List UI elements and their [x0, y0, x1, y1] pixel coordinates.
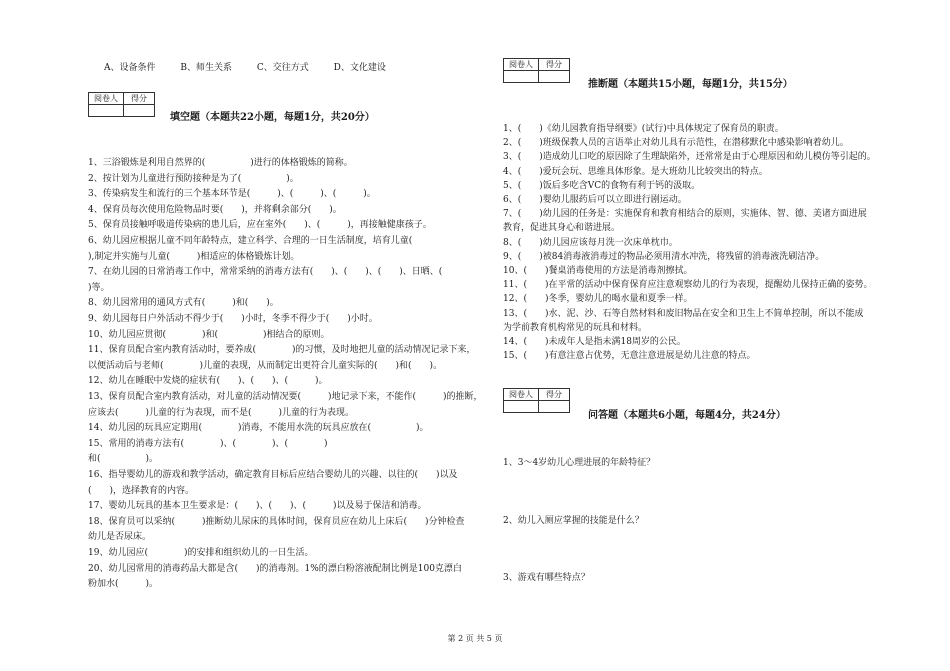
fill-question-line: 3、传染病发生和流行的三个基本环节是( )、( )、( )。 [88, 189, 376, 200]
score-cell-grader[interactable] [504, 401, 539, 413]
judge-question-line: 8、( )幼儿园应该每月洗一次床单枕巾。 [503, 237, 678, 248]
fill-question-line: 19、幼儿园应( )的安排和组织幼儿的一日生活。 [88, 548, 314, 558]
judge-question-line: 15、( )有意注意占优势，无意注意进展是幼儿注意的特点。 [503, 351, 756, 362]
fill-question-line: 10、幼儿园应贯彻( )和( )相结合的原则。 [88, 329, 330, 340]
fill-question-line: 应该去( )儿童的行为表现，而不是( )儿童的行为表现。 [88, 407, 355, 418]
option-d: D、文化建设 [333, 63, 386, 73]
fill-question-line: 幼儿是否尿床。 [88, 532, 152, 543]
fill-question-line: ( )，选择教育的内容。 [88, 485, 195, 496]
qa-question-2: 2、幼儿入厕应掌握的技能是什么？ [503, 516, 644, 526]
fill-question-line: 13、保育员配合室内教育活动，对儿童的活动情况要( )地记录下来，不能作( )的推断， [88, 392, 483, 402]
judge-question-line: 13、( )水、泥、沙、石等自然材料和废旧物品在安全和卫生上不简单控制，所以不能成 [503, 308, 864, 319]
fill-question-line: 16、指导婴幼儿的游戏和教学活动，确定教育目标后应结合婴幼儿的兴趣、以往的( )以及 [88, 470, 458, 480]
fill-question-line: 1、三浴锻炼是利用自然界的( )进行的体格锻炼的简称。 [88, 158, 353, 168]
fill-question-line: 9、幼儿园每日户外活动不得少于( )小时，冬季不得少于( )小时。 [88, 314, 378, 324]
fill-question-line: ),制定并实施与儿童( )相适应的体格锻炼计划。 [88, 251, 300, 262]
score-header-score: 得分 [124, 93, 155, 105]
fill-question-line: 2、按计划为儿童进行预防接种是为了( )。 [88, 173, 299, 184]
fill-question-line: 11、保育员配合室内教育活动时，要养成( )的习惯，及时地把儿童的活动情况记录下来， [88, 345, 476, 356]
score-cell-score[interactable] [539, 71, 570, 83]
judge-question-line: 1、( )《幼儿园教育指导纲要》(试行)中具体规定了保育员的职责。 [503, 124, 784, 134]
fill-question-line: 6、幼儿园应根据儿童不同年龄特点，建立科学、合理的一日生活制度，培育儿童( [88, 236, 449, 246]
qa-question-1: 1、3～4岁幼儿心理进展的年龄特征？ [503, 458, 656, 468]
option-c: C、交往方式 [256, 63, 309, 73]
score-cell-grader[interactable] [504, 71, 539, 83]
fill-section-title: 填空题（本题共22小题，每题1分，共20分） [170, 112, 375, 123]
judge-question-line: 11、( )在平常的活动中保育保育应注意观察幼儿的行为表现，提醒幼儿保持正确的姿势。 [503, 280, 873, 291]
previous-question-options [104, 60, 408, 73]
fill-question-line: 8、幼儿园常用的通风方式有( )和( )。 [88, 298, 279, 309]
score-header-grader: 阅卷人 [89, 93, 124, 105]
fill-question-line: 17、婴幼儿玩具的基本卫生要求是：( )、( )、( )以及易于保洁和消毒。 [88, 501, 427, 512]
judge-question-line: 14、( )未成年人是指未满18周岁的公民。 [503, 337, 686, 347]
fill-question-line: 和( )。 [88, 454, 159, 465]
page-footer: 第 2 页 共 5 页 [447, 634, 503, 643]
judge-question-line: 为学前教育机构常见的玩具和材料。 [503, 322, 648, 333]
fill-question-line: 18、保育员可以采纳( )推断幼儿尿床的具体时间，保育员应在幼儿上床后( )分钟检查 [88, 516, 465, 527]
fill-question-line: 12、幼儿在睡眠中发烧的症状有( )、( )、( )。 [88, 376, 328, 387]
score-box-qa [503, 388, 570, 413]
score-cell-score[interactable] [124, 105, 155, 117]
fill-question-line: 15、常用的消毒方法有( )、( )、( ) [88, 438, 328, 449]
fill-question-line: 7、在幼儿园的日常消毒工作中，常常采纳的消毒方法有( )、( )、( )、日晒、( [88, 267, 461, 278]
score-box-judge [503, 58, 570, 83]
score-header-grader: 阅卷人 [504, 59, 539, 71]
judge-question-line: 12、( )冬季，婴幼儿的喝水量和夏季一样。 [503, 294, 693, 305]
fill-question-line: 粉加水( )。 [88, 579, 159, 590]
fill-question-line: )等。 [88, 282, 110, 293]
judge-question-line: 2、( )班级保教人员的言语举止对幼儿具有示范性，在潜移默化中感染影响着幼儿。 [503, 138, 849, 149]
judge-question-line: 5、( )饭后多吃含VC的食物有利于钙的汲取。 [503, 180, 701, 191]
fill-question-line: 14、幼儿园的玩具应定期用( )消毒，不能用水洗的玩具应放在( )。 [88, 423, 429, 434]
qa-question-3: 3、游戏有哪些特点？ [503, 573, 590, 583]
fill-question-line: 4、保育员每次使用危险物品时要( )，并将剩余部分( )。 [88, 204, 342, 215]
judge-question-line: 6、( )婴幼儿服药后可以立即进行剧运动。 [503, 195, 687, 205]
judge-question-line: 教育，促进其身心和谐进展。 [503, 223, 621, 234]
fill-question-line: 以便活动后与老师( )儿童的表现，从而制定出更符合儿童实际的( )和( )。 [88, 360, 443, 371]
score-box-fill [88, 92, 155, 117]
judge-question-line: 7、( )幼儿园的任务是：实施保育和教育相结合的原则，实施体、智、德、美诸方面进展 [503, 209, 867, 220]
option-b: B、师生关系 [180, 63, 232, 73]
score-cell-grader[interactable] [89, 105, 124, 117]
score-header-score: 得分 [539, 389, 570, 401]
fill-question-line: 20、幼儿园常用的消毒药品大都是含( )的消毒剂。1%的漂白粉溶液配制比例是100克漂白 [88, 563, 462, 574]
fill-question-line: 5、保育员接触呼吸道传染病的患儿后，应在室外( )、( )，再接触健康孩子。 [88, 220, 432, 231]
score-header-grader: 阅卷人 [504, 389, 539, 401]
judge-question-line: 9、( )被84消毒液消毒过的物品必须用清水冲洗，将残留的消毒液洗刷洁净。 [503, 251, 825, 262]
score-cell-score[interactable] [539, 401, 570, 413]
judge-question-line: 3、( )造成幼儿口吃的原因除了生理缺陷外，还常常是由于心理原因和幼儿模仿等引起的。 [503, 152, 876, 163]
option-a: A、设备条件 [104, 63, 156, 73]
qa-section-title: 问答题（本题共6小题，每题4分，共24分） [588, 410, 786, 421]
judge-section-title: 推断题（本题共15小题，每题1分，共15分） [588, 79, 793, 90]
judge-question-line: 4、( )爱玩会玩、思维具体形象。是大班幼儿比较突出的特点。 [503, 166, 768, 177]
score-header-score: 得分 [539, 59, 570, 71]
judge-question-line: 10、( )餐桌消毒使用的方法是消毒剂擦拭。 [503, 266, 693, 276]
